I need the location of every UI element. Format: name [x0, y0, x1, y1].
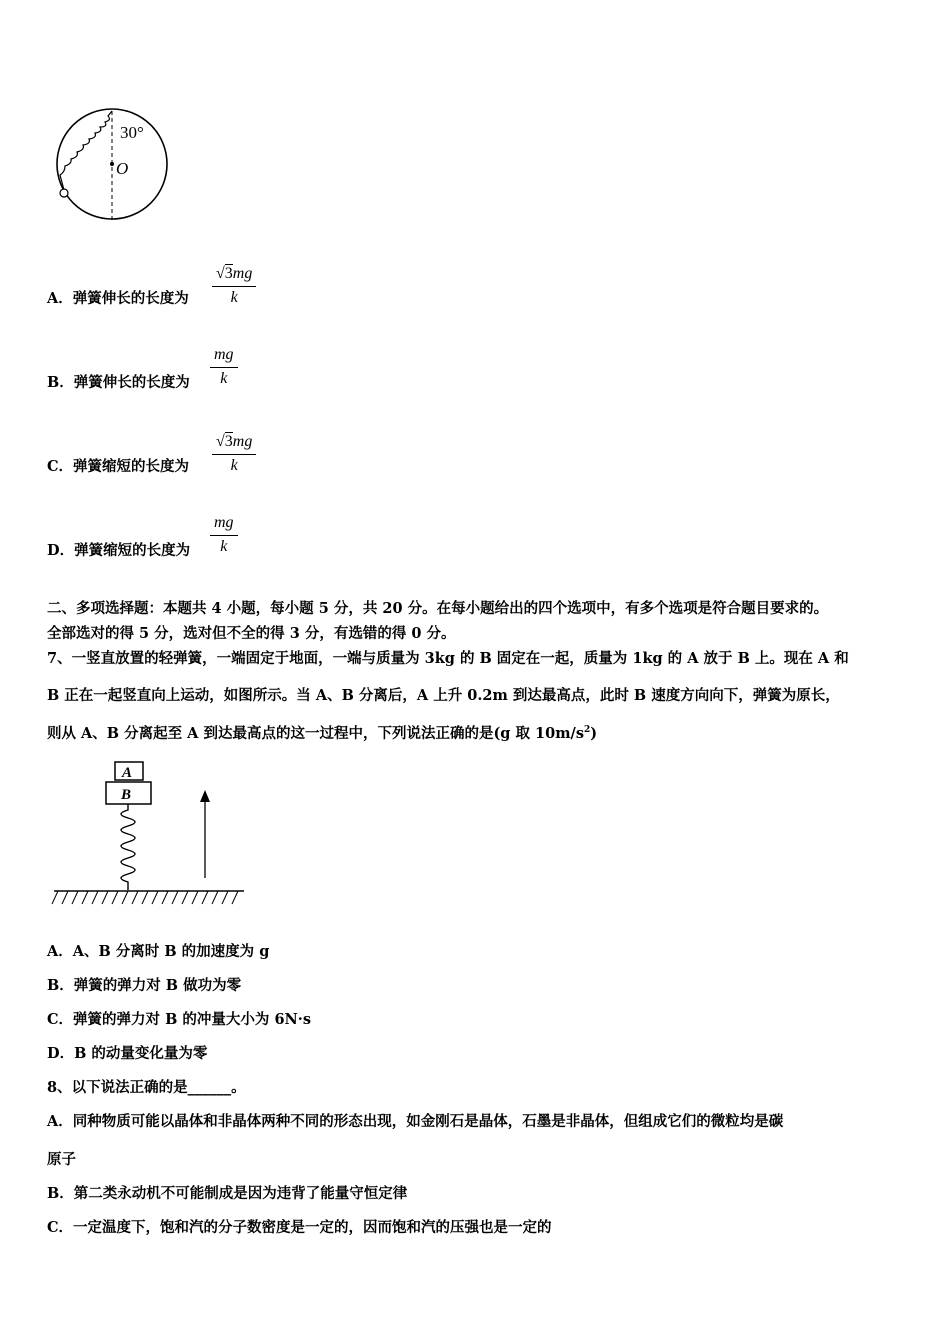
q8-option-c: C．一定温度下，饱和汽的分子数密度是一定的，因而饱和汽的压强也是一定的: [47, 1219, 552, 1236]
option-label: D．弹簧缩短的长度为: [47, 542, 191, 559]
superscript: 2: [584, 725, 591, 736]
denominator: k: [230, 457, 238, 474]
q7-stem-line3-text: 则从 A、B 分离起至 A 到达最高点的这一过程中，下列说法正确的是(g 取 10m/s: [47, 725, 585, 742]
spring-coil: [121, 804, 135, 890]
denominator: k: [220, 538, 228, 555]
circle-spring-figure: [50, 108, 175, 223]
sqrt-radicand: 3: [224, 433, 233, 450]
q7-stem-line3: [47, 722, 597, 743]
spring-blocks-figure: [48, 758, 253, 910]
option-label: C．弹簧缩短的长度为: [47, 458, 190, 475]
option-label: B．弹簧伸长的长度为: [47, 374, 190, 391]
center-point: [110, 162, 114, 166]
q8-stem: 8、以下说法正确的是______。: [47, 1079, 246, 1096]
fraction: [210, 514, 238, 556]
section2-line1: 二、多项选择题：本题共 4 小题，每小题 5 分，共 20 分。在每小题给出的四个选项中，有多个选项是符合题目要求的。: [47, 600, 829, 617]
q7-stem-line3-end: ): [590, 725, 598, 742]
q7-stem-line1: 7、一竖直放置的轻弹簧，一端固定于地面，一端与质量为 3kg 的 B 固定在一起，质量为 1kg 的 A 放于 B 上。现在 A 和: [47, 650, 849, 667]
ring-ball: [60, 189, 68, 197]
numerator-rest: mg: [232, 433, 253, 450]
upward-arrow-icon: [200, 790, 210, 802]
q7-stem-line2: B 正在一起竖直向上运动，如图所示。当 A、B 分离后，A 上升 0.2m 到达最高点，此时 B 速度方向向下，弹簧为原长，: [47, 687, 840, 704]
angle-label: 30°: [120, 123, 144, 142]
ground-hatching: [52, 891, 238, 904]
numerator-rest: mg: [232, 265, 253, 282]
center-label: O: [116, 159, 129, 178]
numerator: mg: [210, 514, 238, 536]
q7-option-c: C．弹簧的弹力对 B 的冲量大小为 6N·s: [47, 1011, 311, 1028]
denominator: k: [230, 289, 238, 306]
spring-coil: [60, 111, 112, 190]
q8-option-b: B．第二类永动机不可能制成是因为违背了能量守恒定律: [47, 1185, 408, 1202]
q8-option-a-line2: 原子: [47, 1151, 76, 1168]
block-b-label: B: [121, 787, 132, 803]
q7-option-b: B．弹簧的弹力对 B 做功为零: [47, 977, 242, 994]
q8-option-a-line1: A．同种物质可能以晶体和非晶体两种不同的形态出现，如金刚石是晶体，石墨是非晶体，但组成它们的微粒均是碳: [47, 1113, 784, 1130]
q7-option-d: D．B 的动量变化量为零: [47, 1045, 208, 1062]
fraction: [210, 346, 238, 388]
fraction: $\frac{√3mg}{k}$: [212, 433, 256, 475]
numerator: mg: [210, 346, 238, 368]
fraction: $\frac{√3mg}{k}$: [212, 265, 256, 307]
block-a-label: A: [122, 765, 133, 781]
section2-line2: 全部选对的得 5 分，选对但不全的得 3 分，有选错的得 0 分。: [47, 625, 456, 642]
sqrt-radicand: 3: [224, 265, 233, 282]
option-label: A．弹簧伸长的长度为: [47, 290, 189, 307]
q7-option-a: A．A、B 分离时 B 的加速度为 g: [47, 943, 270, 960]
denominator: k: [220, 370, 228, 387]
